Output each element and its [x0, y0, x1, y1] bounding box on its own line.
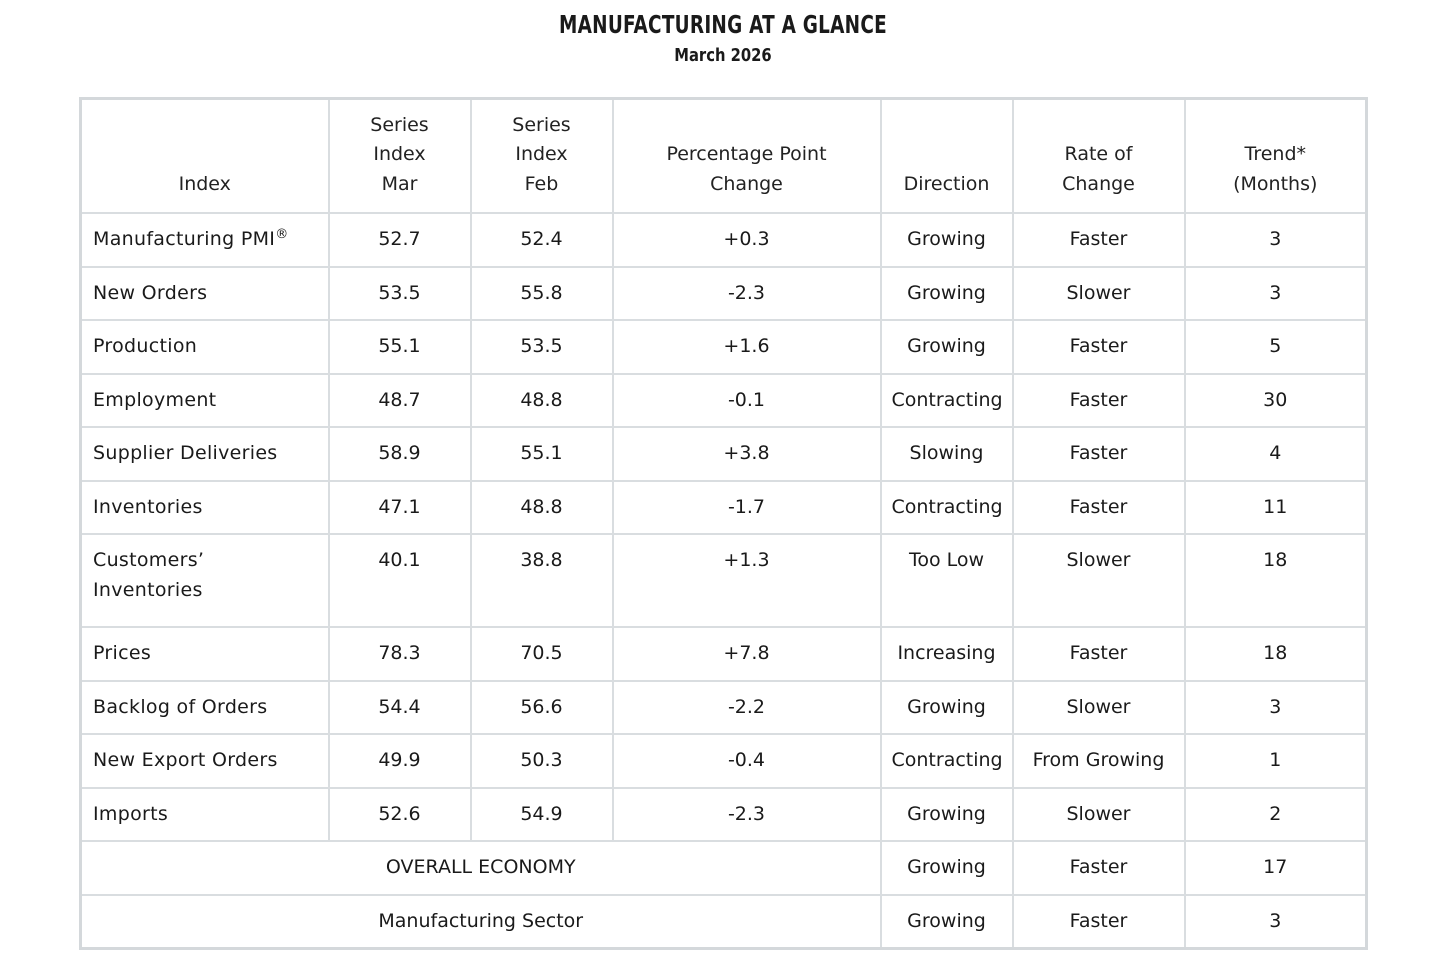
table-row	[81, 681, 1367, 735]
table-row	[81, 481, 1367, 535]
direction-cell: Growing	[881, 213, 1013, 267]
rate-cell: Faster	[1013, 213, 1185, 267]
page-subtitle: March 2026	[674, 45, 772, 66]
trend-cell: 3	[1185, 895, 1367, 949]
col-header-change	[613, 99, 881, 214]
index-cell	[81, 213, 329, 267]
change-cell: -0.4	[613, 734, 881, 788]
col-header-index	[81, 99, 329, 214]
index-label: Production	[93, 335, 198, 358]
index-label: Employment	[93, 388, 217, 411]
change-cell: -2.3	[613, 788, 881, 842]
index-label-line: Inventories	[93, 578, 203, 601]
trend-cell: 18	[1185, 534, 1367, 627]
direction-cell: Growing	[881, 681, 1013, 735]
col-header-direction-line: Direction	[903, 172, 990, 195]
mar-cell: 53.5	[329, 267, 471, 321]
mar-cell: 49.9	[329, 734, 471, 788]
feb-cell: 52.4	[471, 213, 613, 267]
col-header-feb	[471, 99, 613, 214]
rate-cell: Faster	[1013, 427, 1185, 481]
rate-cell: Faster	[1013, 374, 1185, 428]
index-label: Prices	[93, 642, 152, 665]
direction-cell: Growing	[881, 895, 1013, 949]
col-header-trend-line: (Months)	[1233, 172, 1318, 195]
table-row	[81, 374, 1367, 428]
change-cell: -1.7	[613, 481, 881, 535]
direction-cell: Contracting	[881, 374, 1013, 428]
col-header-trend	[1185, 99, 1367, 214]
trend-cell: 4	[1185, 427, 1367, 481]
mar-cell: 55.1	[329, 320, 471, 374]
feb-cell: 54.9	[471, 788, 613, 842]
change-cell: +3.8	[613, 427, 881, 481]
direction-cell: Growing	[881, 788, 1013, 842]
col-header-feb-line: Index	[515, 143, 568, 165]
feb-cell: 50.3	[471, 734, 613, 788]
mar-cell: 48.7	[329, 374, 471, 428]
index-label: New Export Orders	[93, 749, 278, 772]
change-cell: +0.3	[613, 213, 881, 267]
trend-cell: 17	[1185, 841, 1367, 895]
col-header-mar-line: Mar	[381, 172, 418, 195]
col-header-direction	[881, 99, 1013, 214]
mar-cell: 78.3	[329, 627, 471, 681]
trend-cell: 2	[1185, 788, 1367, 842]
direction-cell: Growing	[881, 267, 1013, 321]
col-header-rate	[1013, 99, 1185, 214]
index-label-line: Customers’	[93, 549, 205, 571]
index-cell	[81, 734, 329, 788]
table-row	[81, 267, 1367, 321]
rate-cell: Slower	[1013, 681, 1185, 735]
col-header-mar-line: Series	[370, 113, 429, 136]
col-header-rate-line: Rate of	[1064, 143, 1133, 165]
change-cell: +7.8	[613, 627, 881, 681]
change-cell: +1.6	[613, 320, 881, 374]
registered-mark: ®	[275, 227, 289, 243]
table-row	[81, 627, 1367, 681]
trend-cell: 3	[1185, 267, 1367, 321]
index-cell	[81, 481, 329, 535]
feb-cell: 56.6	[471, 681, 613, 735]
direction-cell: Contracting	[881, 481, 1013, 535]
col-header-feb-line: Series	[512, 113, 571, 136]
feb-cell: 48.8	[471, 374, 613, 428]
direction-cell: Slowing	[881, 427, 1013, 481]
mar-cell: 54.4	[329, 681, 471, 735]
index-cell	[81, 627, 329, 681]
table-row	[81, 534, 1367, 627]
mar-cell: 52.7	[329, 213, 471, 267]
table-row	[81, 788, 1367, 842]
summary-label-cell: OVERALL ECONOMY	[81, 841, 881, 895]
index-cell	[81, 427, 329, 481]
glance-table	[79, 97, 1368, 950]
rate-cell: Faster	[1013, 481, 1185, 535]
feb-cell: 48.8	[471, 481, 613, 535]
col-header-index-line: Index	[178, 172, 231, 195]
col-header-rate-line: Change	[1062, 172, 1135, 195]
trend-cell: 5	[1185, 320, 1367, 374]
direction-cell: Growing	[881, 841, 1013, 895]
col-header-trend-line: Trend*	[1244, 143, 1306, 165]
mar-cell: 52.6	[329, 788, 471, 842]
table-row	[81, 320, 1367, 374]
trend-cell: 3	[1185, 681, 1367, 735]
col-header-feb-line: Feb	[524, 172, 559, 195]
rate-cell: Faster	[1013, 627, 1185, 681]
col-header-change-line: Percentage Point	[666, 143, 827, 165]
index-label: Imports	[93, 802, 169, 825]
index-cell	[81, 320, 329, 374]
index-label: Manufacturing PMI	[93, 228, 276, 251]
rate-cell: Slower	[1013, 788, 1185, 842]
index-cell	[81, 681, 329, 735]
index-label: New Orders	[93, 281, 208, 304]
table-row	[81, 213, 1367, 267]
change-cell: -2.3	[613, 267, 881, 321]
table-row	[81, 734, 1367, 788]
direction-cell: Growing	[881, 320, 1013, 374]
mar-cell: 47.1	[329, 481, 471, 535]
trend-cell: 1	[1185, 734, 1367, 788]
feb-cell: 38.8	[471, 534, 613, 627]
header-row	[81, 99, 1367, 214]
trend-cell: 11	[1185, 481, 1367, 535]
change-cell: -2.2	[613, 681, 881, 735]
rate-cell: Faster	[1013, 841, 1185, 895]
index-label: Supplier Deliveries	[93, 442, 278, 465]
feb-cell: 53.5	[471, 320, 613, 374]
index-cell	[81, 267, 329, 321]
mar-cell: 58.9	[329, 427, 471, 481]
feb-cell: 70.5	[471, 627, 613, 681]
direction-cell: Contracting	[881, 734, 1013, 788]
rate-cell: From Growing	[1013, 734, 1185, 788]
mar-cell: 40.1	[329, 534, 471, 627]
trend-cell: 30	[1185, 374, 1367, 428]
index-cell	[81, 534, 329, 627]
rate-cell: Slower	[1013, 534, 1185, 627]
col-header-change-line: Change	[710, 172, 783, 195]
index-cell	[81, 374, 329, 428]
trend-cell: 3	[1185, 213, 1367, 267]
trend-cell: 18	[1185, 627, 1367, 681]
index-cell	[81, 788, 329, 842]
title-block	[0, 8, 1446, 70]
summary-row	[81, 895, 1367, 949]
table-row	[81, 427, 1367, 481]
col-header-mar-line: Index	[373, 143, 426, 165]
index-label: Inventories	[93, 495, 203, 518]
direction-cell: Increasing	[881, 627, 1013, 681]
change-cell: -0.1	[613, 374, 881, 428]
col-header-mar	[329, 99, 471, 214]
index-label: Backlog of Orders	[93, 695, 268, 718]
feb-cell: 55.1	[471, 427, 613, 481]
feb-cell: 55.8	[471, 267, 613, 321]
rate-cell: Faster	[1013, 895, 1185, 949]
change-cell: +1.3	[613, 534, 881, 627]
page-title: MANUFACTURING AT A GLANCE	[559, 10, 887, 39]
direction-cell: Too Low	[881, 534, 1013, 627]
rate-cell: Faster	[1013, 320, 1185, 374]
summary-label-cell: Manufacturing Sector	[81, 895, 881, 949]
rate-cell: Slower	[1013, 267, 1185, 321]
summary-row	[81, 841, 1367, 895]
